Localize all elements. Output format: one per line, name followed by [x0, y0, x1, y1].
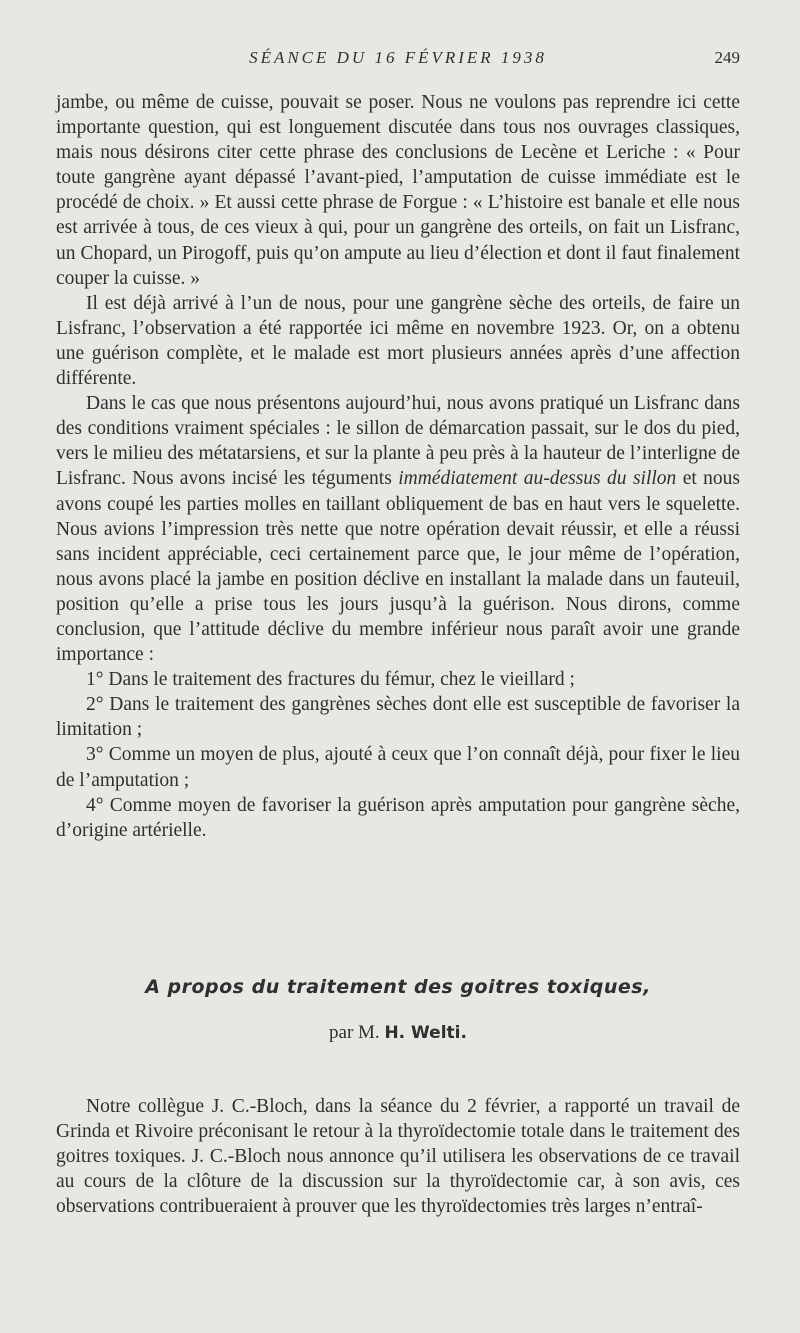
paragraph: Il est déjà arrivé à l’un de nous, pour une gangrène sèche des orteils, de faire un Lisfranc, l’observation a été rapportée ici même en novembre 1923. Or, on a obtenu une guérison complète, et le malade est mort plusieurs années après d’une affection différente.: [56, 292, 740, 390]
article-title: A propos du traitement des goitres toxiques,: [145, 976, 651, 998]
conclusion-item: 3° Comme un moyen de plus, ajouté à ceux que l’on connaît déjà, pour fixer le lieu de l’amputation ;: [56, 744, 740, 791]
article-byline: [56, 1022, 740, 1044]
paragraph-text: Dans le cas que nous présentons aujourd’hui, nous avons pratiqué un Lisfranc dans des conditions vraiment spéciales : le sillon de démarcation passait, sur le dos du pied, vers le milieu des métatarsiens, et sur la plante à peu près à la hauteur de l’interligne de Lisfranc. Nous avons incisé les téguments: [56, 393, 740, 490]
conclusion-item: 4° Comme moyen de favoriser la guérison après amputation pour gangrène sèche, d’origine artérielle.: [56, 794, 740, 841]
article-body: [56, 1094, 740, 1219]
paragraph-case: [56, 391, 740, 667]
conclusion-item: 2° Dans le traitement des gangrènes sèches dont elle est susceptible de favoriser la limitation ;: [56, 694, 740, 741]
page-number: 249: [714, 48, 740, 67]
article-heading: [56, 976, 740, 1044]
conclusion-item: 1° Dans le traitement des fractures du fémur, chez le vieillard ;: [86, 669, 575, 691]
author-name: H. Welti.: [384, 1023, 467, 1043]
body-text: [56, 90, 740, 843]
paragraph-text: et nous avons coupé les parties molles en taillant obliquement de bas en haut vers le squelette. Nous avions l’impression très nette que notre opération devait réussir, et elle a réussi sans incident appréciable, ceci certainement parce que, le jour même de l’opération, nous avons placé la jambe en position déclive en installant la malade dans un fauteuil, position qu’elle a prise tous les jours jusqu’à la guérison. Nous dirons, comme conclusion, que l’attitude déclive du membre inférieur nous paraît avoir une grande importance :: [56, 468, 741, 666]
header-title: SÉANCE DU 16 FÉVRIER 1938: [249, 48, 547, 67]
paragraph-continuation: jambe, ou même de cuisse, pouvait se poser. Nous ne voulons pas reprendre ici cette importante question, qui est longuement discutée dans tous nos ouvrages classiques, mais nous désirons citer cette phrase des conclusions de Lecène et Leriche : « Pour toute gangrène ayant dépassé l’avant-pied, l’amputation de cuisse immédiate est le procédé de choix. » Et aussi cette phrase de Forgue : « L’histoire est banale et elle nous est arrivée à tous, de ces vieux à qui, pour un gangrène des orteils, on fait un Lisfranc, un Chopard, un Pirogoff, puis qu’on ampute au lieu d’élection et dont il faut finalement couper la cuisse. »: [56, 92, 740, 289]
emphasis-text: immédiatement au-dessus du sillon: [398, 468, 677, 490]
article-paragraph: Notre collègue J. C.-Bloch, dans la séance du 2 février, a rapporté un travail de Grinda et Rivoire préconisant le retour à la thyroïdectomie totale dans le traitement des goitres toxiques. J. C.-Bloch nous annonce qu’il utilisera les observations de ce travail au cours de la clôture de la discussion sur la thyroïdectomie car, à son avis, ces observations contribueraient à prouver que les thyroïdectomies très larges n’entraî-: [56, 1096, 740, 1218]
byline-prefix: par M.: [329, 1022, 380, 1043]
running-header: [56, 48, 740, 72]
